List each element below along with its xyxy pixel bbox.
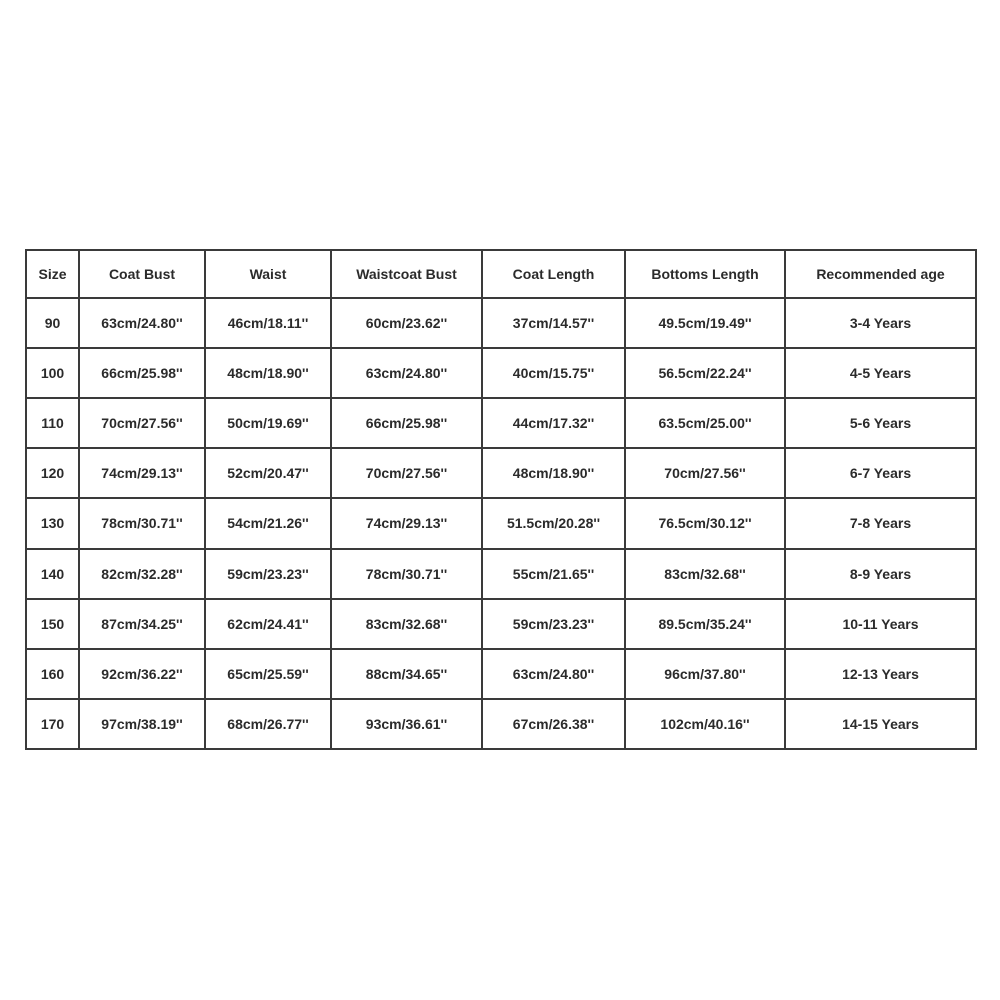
table-row: [26, 448, 976, 498]
cell-size: 170: [26, 699, 79, 749]
cell-coat-bust: 78cm/30.71'': [79, 498, 205, 548]
cell-waist: 46cm/18.11'': [205, 298, 331, 348]
cell-coat-length: 55cm/21.65'': [482, 549, 625, 599]
cell-waistcoat-bust: 60cm/23.62'': [331, 298, 482, 348]
cell-waist: 59cm/23.23'': [205, 549, 331, 599]
cell-waistcoat-bust: 63cm/24.80'': [331, 348, 482, 398]
header-waistcoat-bust: Waistcoat Bust: [331, 250, 482, 298]
header-coat-length: Coat Length: [482, 250, 625, 298]
table-row: [26, 549, 976, 599]
cell-waistcoat-bust: 74cm/29.13'': [331, 498, 482, 548]
cell-bottoms-length: 63.5cm/25.00'': [625, 398, 785, 448]
cell-coat-length: 44cm/17.32'': [482, 398, 625, 448]
cell-bottoms-length: 76.5cm/30.12'': [625, 498, 785, 548]
cell-coat-bust: 66cm/25.98'': [79, 348, 205, 398]
header-bottoms-length: Bottoms Length: [625, 250, 785, 298]
cell-coat-bust: 92cm/36.22'': [79, 649, 205, 699]
cell-bottoms-length: 56.5cm/22.24'': [625, 348, 785, 398]
table-row: [26, 348, 976, 398]
cell-recommended-age: 6-7 Years: [785, 448, 976, 498]
cell-coat-bust: 63cm/24.80'': [79, 298, 205, 348]
cell-size: 120: [26, 448, 79, 498]
cell-size: 140: [26, 549, 79, 599]
cell-coat-bust: 97cm/38.19'': [79, 699, 205, 749]
cell-recommended-age: 4-5 Years: [785, 348, 976, 398]
cell-coat-bust: 70cm/27.56'': [79, 398, 205, 448]
cell-size: 150: [26, 599, 79, 649]
header-waist: Waist: [205, 250, 331, 298]
table-row: [26, 398, 976, 448]
table-row: [26, 699, 976, 749]
header-row: [26, 250, 976, 298]
cell-bottoms-length: 89.5cm/35.24'': [625, 599, 785, 649]
cell-size: 100: [26, 348, 79, 398]
cell-bottoms-length: 96cm/37.80'': [625, 649, 785, 699]
size-chart-table: [25, 249, 977, 750]
cell-recommended-age: 14-15 Years: [785, 699, 976, 749]
cell-size: 110: [26, 398, 79, 448]
cell-recommended-age: 8-9 Years: [785, 549, 976, 599]
cell-waist: 65cm/25.59'': [205, 649, 331, 699]
cell-bottoms-length: 70cm/27.56'': [625, 448, 785, 498]
header-recommended-age: Recommended age: [785, 250, 976, 298]
cell-waistcoat-bust: 70cm/27.56'': [331, 448, 482, 498]
cell-coat-length: 67cm/26.38'': [482, 699, 625, 749]
cell-waistcoat-bust: 93cm/36.61'': [331, 699, 482, 749]
cell-coat-length: 40cm/15.75'': [482, 348, 625, 398]
cell-coat-length: 59cm/23.23'': [482, 599, 625, 649]
table-row: [26, 498, 976, 548]
cell-waistcoat-bust: 83cm/32.68'': [331, 599, 482, 649]
cell-recommended-age: 3-4 Years: [785, 298, 976, 348]
cell-bottoms-length: 83cm/32.68'': [625, 549, 785, 599]
cell-coat-length: 63cm/24.80'': [482, 649, 625, 699]
table-row: [26, 649, 976, 699]
header-coat-bust: Coat Bust: [79, 250, 205, 298]
cell-recommended-age: 5-6 Years: [785, 398, 976, 448]
cell-waistcoat-bust: 78cm/30.71'': [331, 549, 482, 599]
cell-bottoms-length: 102cm/40.16'': [625, 699, 785, 749]
cell-coat-length: 51.5cm/20.28'': [482, 498, 625, 548]
cell-size: 90: [26, 298, 79, 348]
cell-coat-length: 37cm/14.57'': [482, 298, 625, 348]
cell-waist: 48cm/18.90'': [205, 348, 331, 398]
cell-size: 160: [26, 649, 79, 699]
table-row: [26, 599, 976, 649]
cell-recommended-age: 12-13 Years: [785, 649, 976, 699]
header-size: Size: [26, 250, 79, 298]
cell-waist: 54cm/21.26'': [205, 498, 331, 548]
cell-coat-bust: 82cm/32.28'': [79, 549, 205, 599]
cell-waist: 52cm/20.47'': [205, 448, 331, 498]
cell-coat-bust: 87cm/34.25'': [79, 599, 205, 649]
cell-recommended-age: 10-11 Years: [785, 599, 976, 649]
cell-size: 130: [26, 498, 79, 548]
table-row: [26, 298, 976, 348]
cell-waistcoat-bust: 88cm/34.65'': [331, 649, 482, 699]
cell-waist: 62cm/24.41'': [205, 599, 331, 649]
cell-waist: 68cm/26.77'': [205, 699, 331, 749]
cell-waist: 50cm/19.69'': [205, 398, 331, 448]
cell-coat-bust: 74cm/29.13'': [79, 448, 205, 498]
cell-recommended-age: 7-8 Years: [785, 498, 976, 548]
cell-waistcoat-bust: 66cm/25.98'': [331, 398, 482, 448]
cell-coat-length: 48cm/18.90'': [482, 448, 625, 498]
cell-bottoms-length: 49.5cm/19.49'': [625, 298, 785, 348]
